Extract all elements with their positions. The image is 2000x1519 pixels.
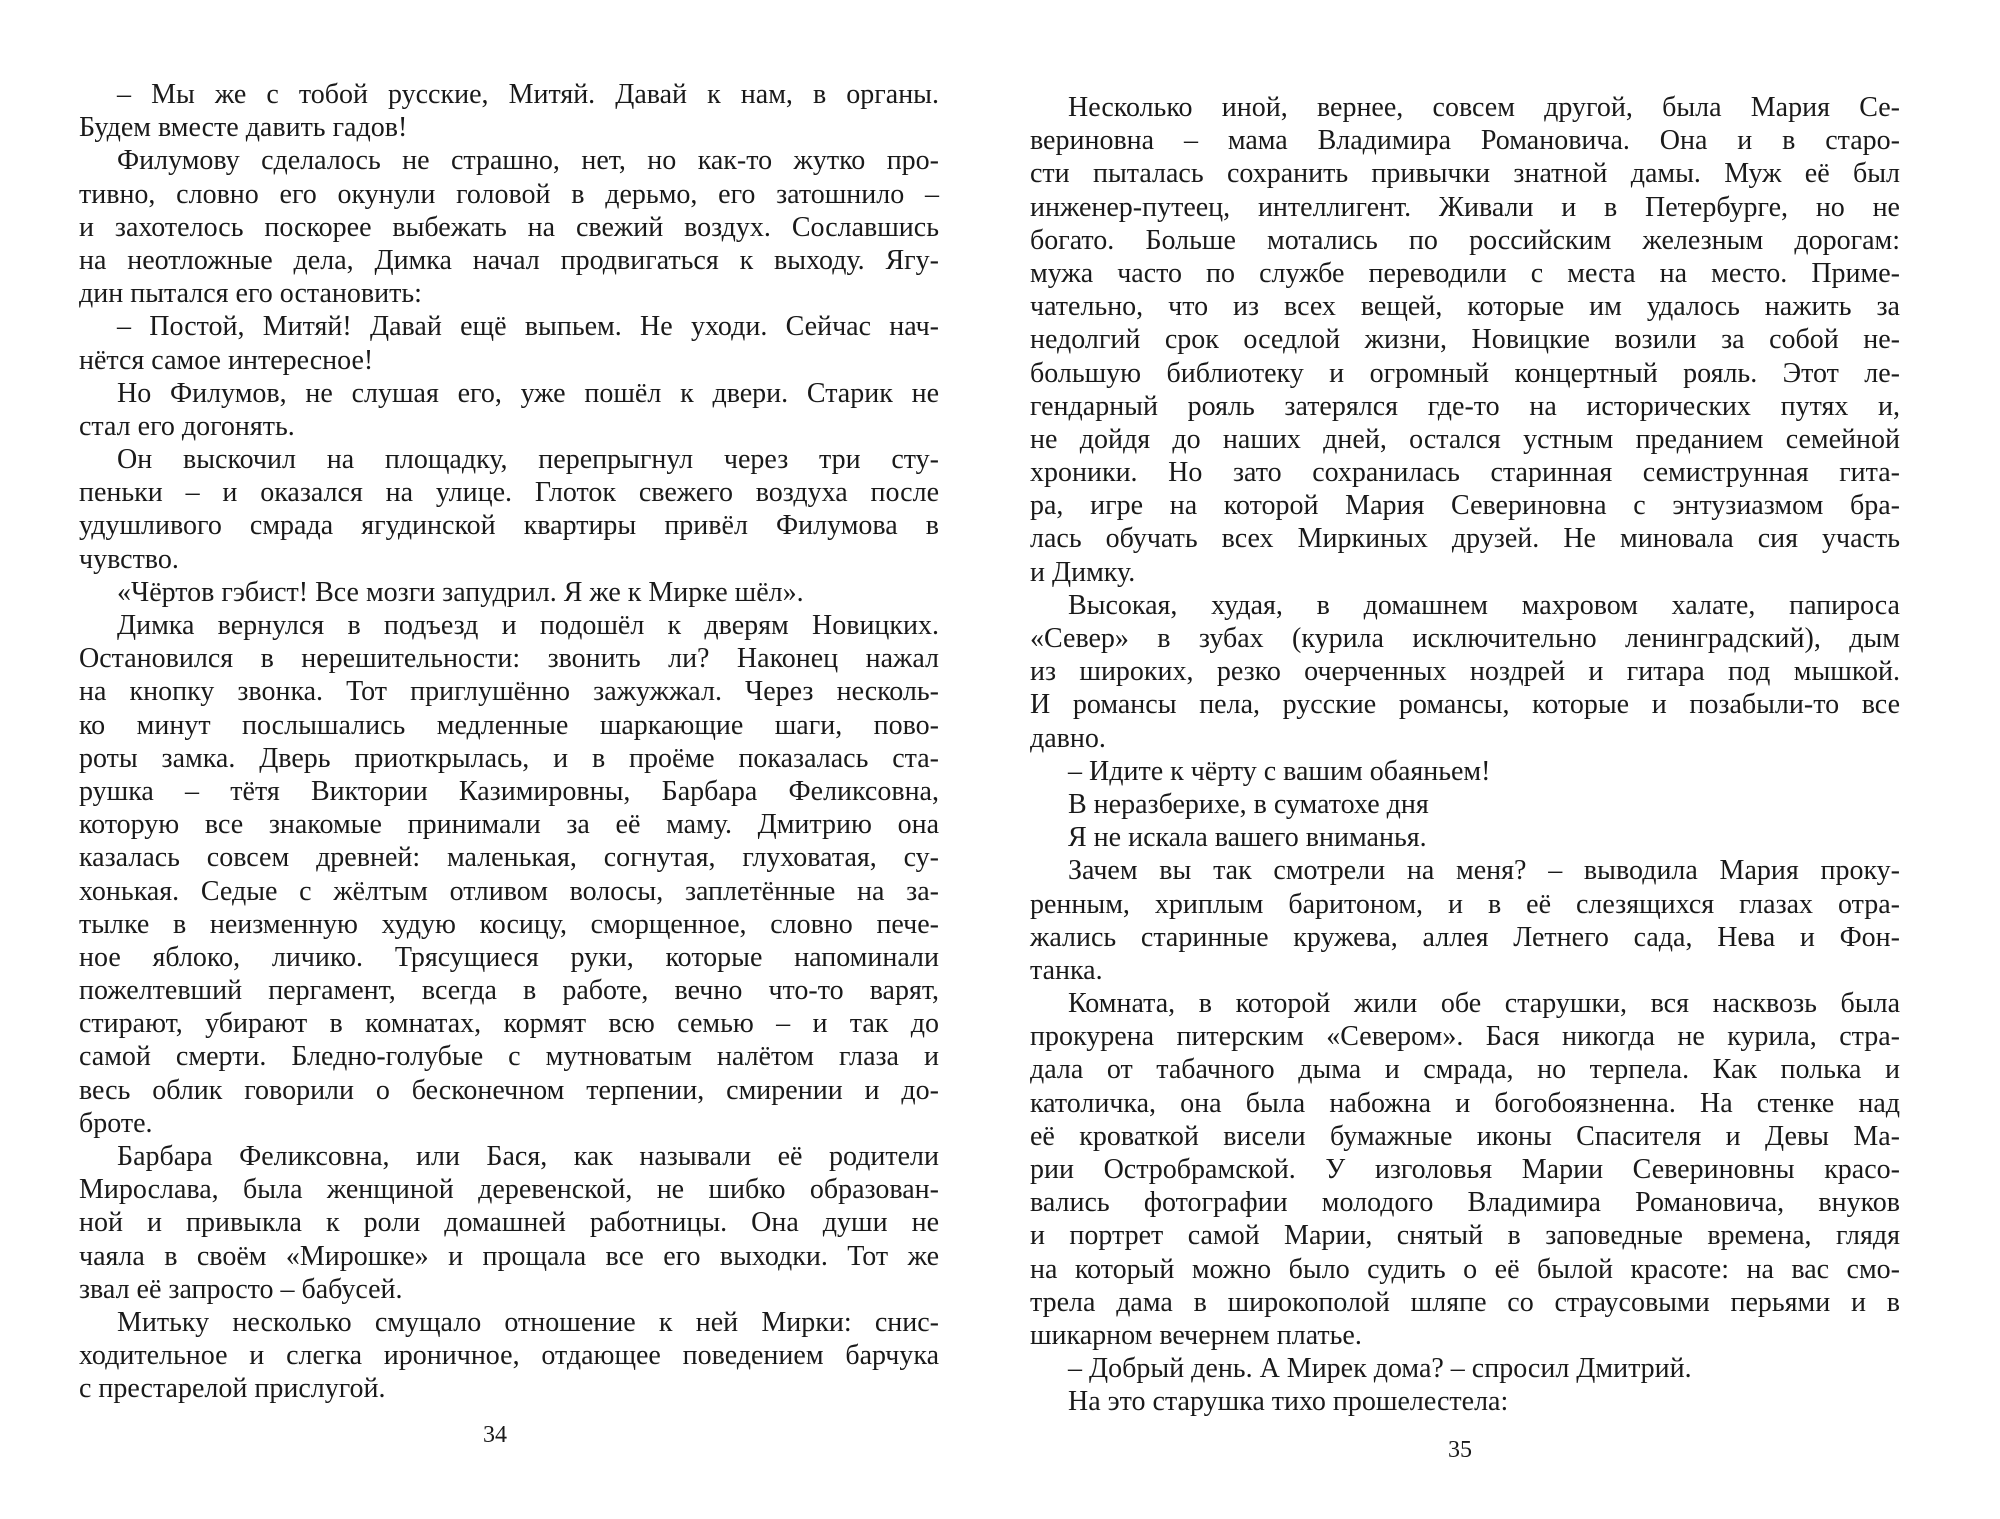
text-line: пожелтевший пергамент, всегда в работе, вечно что-то варят, (79, 975, 939, 1007)
text-line: ходительное и слегка ироничное, отдающее поведением барчука (79, 1340, 939, 1372)
text-line: её кроваткой висели бумажные иконы Спасителя и Девы Ма- (1030, 1120, 1900, 1152)
text-line: Он выскочил на площадку, перепрыгнул через три сту- (117, 444, 939, 476)
text-line: гендарный рояль затерялся где-то на исторических путях и, (1030, 390, 1900, 422)
text-line: В неразберихе, в суматохе дня (1068, 788, 1429, 820)
text-line: жались старинные кружева, аллея Летнего сада, Нева и Фон- (1030, 921, 1900, 953)
text-line: большую библиотеку и огромный концертный рояль. Этот ле- (1030, 357, 1900, 389)
text-line: вериновна – мама Владимира Романовича. Она и в старо- (1030, 125, 1900, 157)
text-line: ной и привыкла к роли домашней работницы. Она души не (79, 1207, 939, 1239)
paragraph (1030, 755, 1900, 788)
text-line: дин пытался его остановить: (79, 278, 422, 310)
text-line: Будем вместе давить гадов! (79, 112, 408, 144)
text-line: Несколько иной, вернее, совсем другой, была Мария Се- (1068, 92, 1900, 123)
right-page (1000, 0, 2000, 1519)
text-line: И романсы пела, русские романсы, которые и позабыли-то все (1030, 689, 1900, 721)
text-line: танка. (1030, 954, 1103, 986)
text-line: звал её запросто – бабусей. (79, 1273, 403, 1305)
paragraph (79, 144, 939, 310)
text-line: Митьку несколько смущало отношение к ней Мирки: снис- (117, 1306, 939, 1338)
text-line: ко минут послышались медленные шаркающие шаги, пово- (79, 709, 939, 741)
text-line: шикарном вечернем платье. (1030, 1319, 1362, 1351)
text-line: чувство. (79, 543, 179, 575)
text-line: броте. (79, 1107, 153, 1139)
text-line: давно. (1030, 722, 1106, 754)
paragraph (79, 1306, 939, 1406)
text-line: трела дама в широкополой шляпе со страусовыми перьями и в (1030, 1286, 1900, 1318)
text-line: не дойдя до наших дней, остался устным преданием семейной (1030, 423, 1900, 455)
paragraph (79, 443, 939, 576)
text-line: Барбара Феликсовна, или Бася, как называли её родители (117, 1141, 939, 1172)
text-line: рии Остробрамской. У изголовья Марии Севериновны красо- (1030, 1154, 1900, 1185)
text-line: чаяла в своём «Мирошке» и прощала все его выходки. Тот же (79, 1240, 939, 1272)
text-line: католичка, она была набожна и богобоязненна. На стенке над (1030, 1087, 1900, 1119)
text-line: и захотелось поскорее выбежать на свежий воздух. Сославшись (79, 211, 939, 243)
text-line: инженер-путеец, интеллигент. Живали и в Петербурге, но не (1030, 191, 1900, 223)
text-line: пеньки – и оказался на улице. Глоток свежего воздуха после (79, 477, 939, 509)
text-line: прокурена питерским «Севером». Бася никогда не курила, стра- (1030, 1021, 1900, 1053)
paragraph (1030, 589, 1900, 755)
text-line: Зачем вы так смотрели на меня? – выводила Мария проку- (1068, 855, 1900, 887)
paragraph (79, 576, 939, 609)
page-number-left: 34 (483, 1422, 507, 1448)
page-number-right: 35 (1448, 1437, 1472, 1463)
left-page-text (79, 78, 939, 1406)
text-line: лась обучать всех Миркиных друзей. Не миновала сия участь (1030, 523, 1900, 555)
paragraph (1030, 91, 1900, 589)
text-line: стал его догонять. (79, 410, 295, 442)
text-line: хроники. Но зато сохранилась старинная семиструнная гита- (1030, 457, 1900, 489)
text-line: и портрет самой Марии, снятый в заповедные времена, глядя (1030, 1220, 1900, 1252)
text-line: Комната, в которой жили обе старушки, вся насквозь была (1068, 988, 1900, 1020)
text-line: удушливого смрада ягудинской квартиры привёл Филумова в (79, 510, 939, 542)
paragraph (1030, 1352, 1900, 1385)
text-line: Высокая, худая, в домашнем махровом халате, папироса (1068, 589, 1900, 621)
right-page-text (1030, 91, 1900, 1419)
text-line: тивно, словно его окунули головой в дерьмо, его затошнило – (79, 178, 939, 210)
text-line: казалась совсем древней: маленькая, согнутая, глуховатая, су- (79, 842, 939, 874)
paragraph (79, 310, 939, 376)
text-line: богато. Больше мотались по российским железным дорогам: (1030, 224, 1900, 256)
text-line: дала от табачного дыма и смрада, но терпела. Как полька и (1030, 1054, 1900, 1086)
text-line: которую все знакомые принимали за её маму. Дмитрию она (79, 809, 939, 841)
text-line: На это старушка тихо прошелестела: (1068, 1386, 1509, 1418)
text-line: ренным, хриплым баритоном, и в её слезящихся глазах отра- (1030, 888, 1900, 920)
paragraph (1030, 987, 1900, 1352)
text-line: ра, игре на которой Мария Севериновна с энтузиазмом бра- (1030, 490, 1900, 522)
text-line: с престарелой прислугой. (79, 1373, 386, 1405)
paragraph (1030, 821, 1900, 854)
text-line: и Димку. (1030, 556, 1136, 588)
text-line: рушка – тётя Виктории Казимировны, Барбара Феликсовна, (79, 775, 939, 807)
text-line: ное яблоко, личико. Трясущиеся руки, которые напоминали (79, 941, 939, 973)
text-line: самой смерти. Бледно-голубые с мутноватым налётом глаза и (79, 1041, 939, 1073)
text-line: нётся самое интересное! (79, 344, 374, 376)
paragraph (79, 609, 939, 1140)
text-line: Но Филумов, не слушая его, уже пошёл к двери. Старик не (117, 377, 939, 409)
paragraph (79, 377, 939, 443)
text-line: «Чёртов гэбист! Все мозги запудрил. Я же к Мирке шёл». (117, 576, 804, 608)
text-line: роты замка. Дверь приоткрылась, и в проёме показалась ста- (79, 742, 939, 774)
text-line: на кнопку звонка. Тот приглушённо зажужжал. Через несколь- (79, 676, 939, 708)
text-line: Остановился в нерешительности: звонить ли? Наконец нажал (79, 643, 939, 675)
text-line: Димка вернулся в подъезд и подошёл к дверям Новицких. (117, 610, 939, 641)
paragraph (1030, 854, 1900, 987)
text-line: недолгий срок оседлой жизни, Новицкие возили за собой не- (1030, 324, 1900, 356)
text-line: – Добрый день. А Мирек дома? – спросил Дмитрий. (1068, 1353, 1692, 1385)
text-line: «Север» в зубах (курила исключительно ленинградский), дым (1030, 623, 1900, 654)
text-line: чательно, что из всех вещей, которые им удалось нажить за (1030, 291, 1900, 323)
text-line: – Идите к чёрту с вашим обаяньем! (1068, 755, 1491, 787)
paragraph (1030, 1385, 1900, 1418)
text-line: тылке в неизменную худую косицу, сморщенное, словно пече- (79, 908, 939, 940)
text-line: Мирослава, была женщиной деревенской, не шибко образован- (79, 1174, 939, 1206)
text-line: стирают, убирают в комнатах, кормят всю семью – и так до (79, 1008, 939, 1040)
text-line: из широких, резко очерченных ноздрей и гитара под мышкой. (1030, 656, 1900, 688)
text-line: на неотложные дела, Димка начал продвигаться к выходу. Ягу- (79, 244, 939, 276)
text-line: сти пыталась сохранить привычки знатной дамы. Муж её был (1030, 158, 1900, 190)
text-line: – Мы же с тобой русские, Митяй. Давай к нам, в органы. (117, 79, 939, 110)
paragraph (1030, 788, 1900, 821)
text-line: Филумову сделалось не страшно, нет, но как-то жутко про- (117, 145, 939, 177)
text-line: – Постой, Митяй! Давай ещё выпьем. Не уходи. Сейчас нач- (117, 311, 939, 343)
text-line: вались фотографии молодого Владимира Романовича, внуков (1030, 1187, 1900, 1219)
text-line: на который можно было судить о её былой красоте: на вас смо- (1030, 1253, 1900, 1285)
text-line: мужа часто по службе переводили с места на место. Приме- (1030, 257, 1900, 289)
paragraph (79, 1140, 939, 1306)
paragraph (79, 78, 939, 144)
text-line: Я не искала вашего вниманья. (1068, 822, 1427, 854)
text-line: весь облик говорили о бесконечном терпении, смирении и до- (79, 1074, 939, 1106)
text-line: хонькая. Седые с жёлтым отливом волосы, заплетённые на за- (79, 875, 939, 907)
